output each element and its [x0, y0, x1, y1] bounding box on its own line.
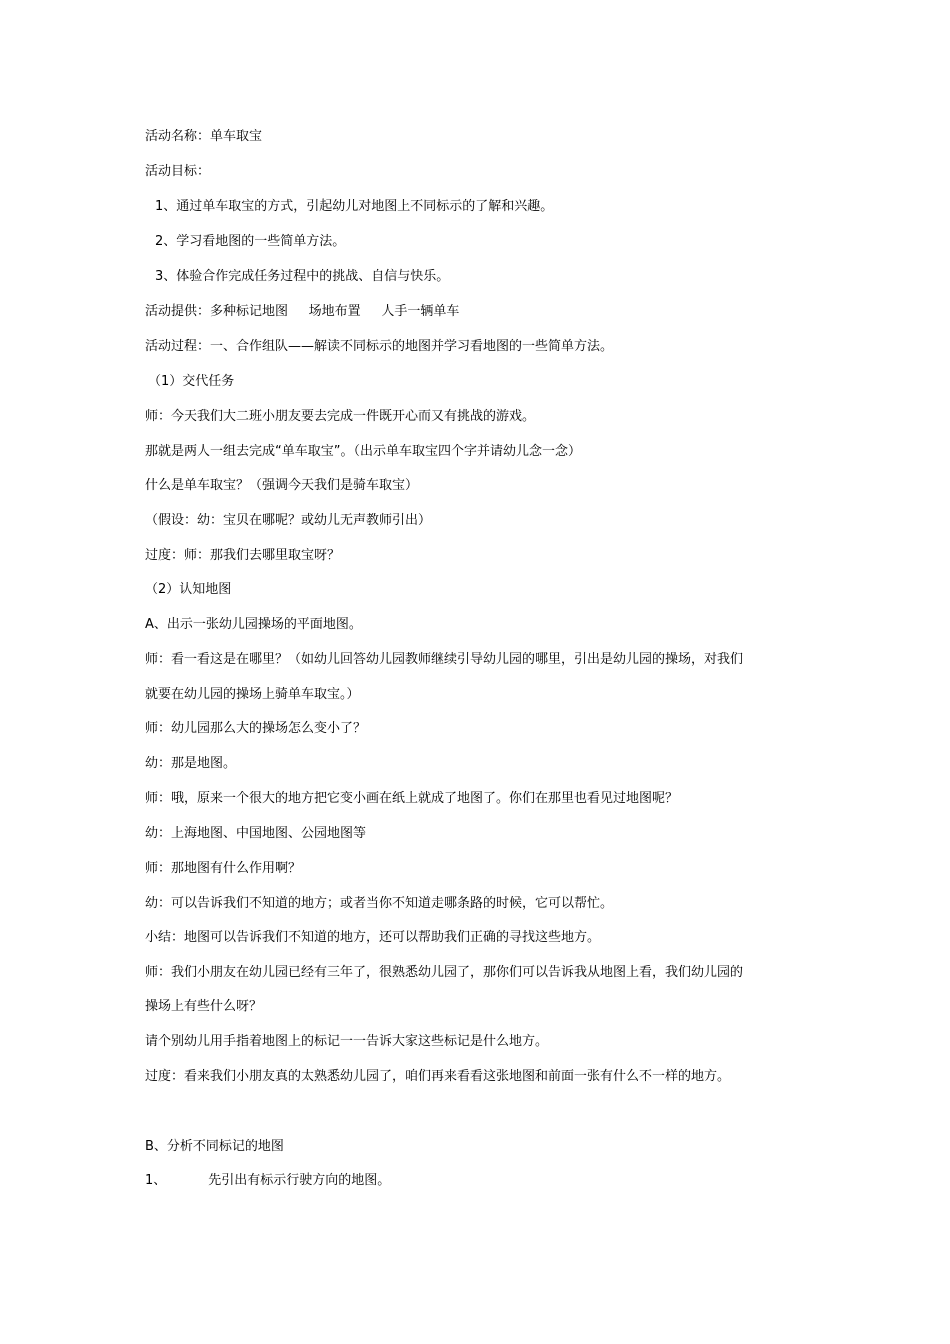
paragraph-line: A、出示一张幼儿园操场的平面地图。	[145, 617, 362, 632]
subsection-b: B、分析不同标记的地图	[145, 1139, 284, 1154]
paragraph-line: （假设：幼：宝贝在哪呢？或幼儿无声教师引出）	[145, 513, 432, 528]
paragraph-line: 过度：看来我们小朋友真的太熟悉幼儿园了，咱们再来看看这张地图和前面一张有什么不一样的地方。	[145, 1069, 731, 1084]
summary-line: 小结：地图可以告诉我们不知道的地方，还可以帮助我们正确的寻找这些地方。	[145, 930, 601, 945]
paragraph-line: 师：幼儿园那么大的操场怎么变小了？	[145, 721, 367, 736]
paragraph-line: 操场上有些什么呀？	[145, 999, 263, 1014]
paragraph-line: 请个别幼儿用手指着地图上的标记一一告诉大家这些标记是什么地方。	[145, 1034, 549, 1049]
paragraph-line: 师：今天我们大二班小朋友要去完成一件既开心而又有挑战的游戏。	[145, 409, 536, 424]
paragraph-line: 师：我们小朋友在幼儿园已经有三年了，很熟悉幼儿园了，那你们可以告诉我从地图上看，我们幼儿园的	[145, 965, 744, 980]
numbered-item	[145, 1172, 825, 1190]
paragraph-line: 那就是两人一组去完成“单车取宝”。（出示单车取宝四个字并请幼儿念一念）	[145, 444, 581, 459]
item-number: 1、	[145, 1173, 167, 1188]
paragraph-line: 师：哦，原来一个很大的地方把它变小画在纸上就成了地图了。你们在那里也看见过地图呢？	[145, 791, 679, 806]
activity-name-line: 活动名称：单车取宝	[145, 129, 263, 144]
paragraph-line: 幼：可以告诉我们不知道的地方；或者当你不知道走哪条路的时候，它可以帮忙。	[145, 896, 614, 911]
goal-item-2: 2、学习看地图的一些简单方法。	[155, 234, 346, 249]
paragraph-line: 师：那地图有什么作用啊？	[145, 861, 302, 876]
subsection-map: （2）认知地图	[145, 582, 232, 597]
activity-materials-line: 活动提供：多种标记地图 场地布置 人手一辆单车	[145, 304, 460, 319]
activity-goals-heading: 活动目标：	[145, 164, 211, 179]
paragraph-line: 幼：上海地图、中国地图、公园地图等	[145, 826, 367, 841]
paragraph-line: 过度：师：那我们去哪里取宝呀？	[145, 548, 341, 563]
activity-process-line: 活动过程：一、合作组队——解读不同标示的地图并学习看地图的一些简单方法。	[145, 339, 614, 354]
goal-item-1: 1、通过单车取宝的方式，引起幼儿对地图上不同标示的了解和兴趣。	[155, 199, 554, 214]
paragraph-line: 什么是单车取宝？（强调今天我们是骑车取宝）	[145, 478, 419, 493]
goal-item-3: 3、体验合作完成任务过程中的挑战、自信与快乐。	[155, 269, 450, 284]
subsection-task: （1）交代任务	[148, 374, 235, 389]
paragraph-line: 师：看一看这是在哪里？（如幼儿回答幼儿园教师继续引导幼儿园的哪里，引出是幼儿园的操场，对我们	[145, 652, 744, 667]
paragraph-line: 就要在幼儿园的操场上骑单车取宝。）	[145, 687, 360, 702]
item-text: 先引出有标示行驶方向的地图。	[208, 1173, 391, 1188]
paragraph-line: 幼：那是地图。	[145, 756, 237, 771]
